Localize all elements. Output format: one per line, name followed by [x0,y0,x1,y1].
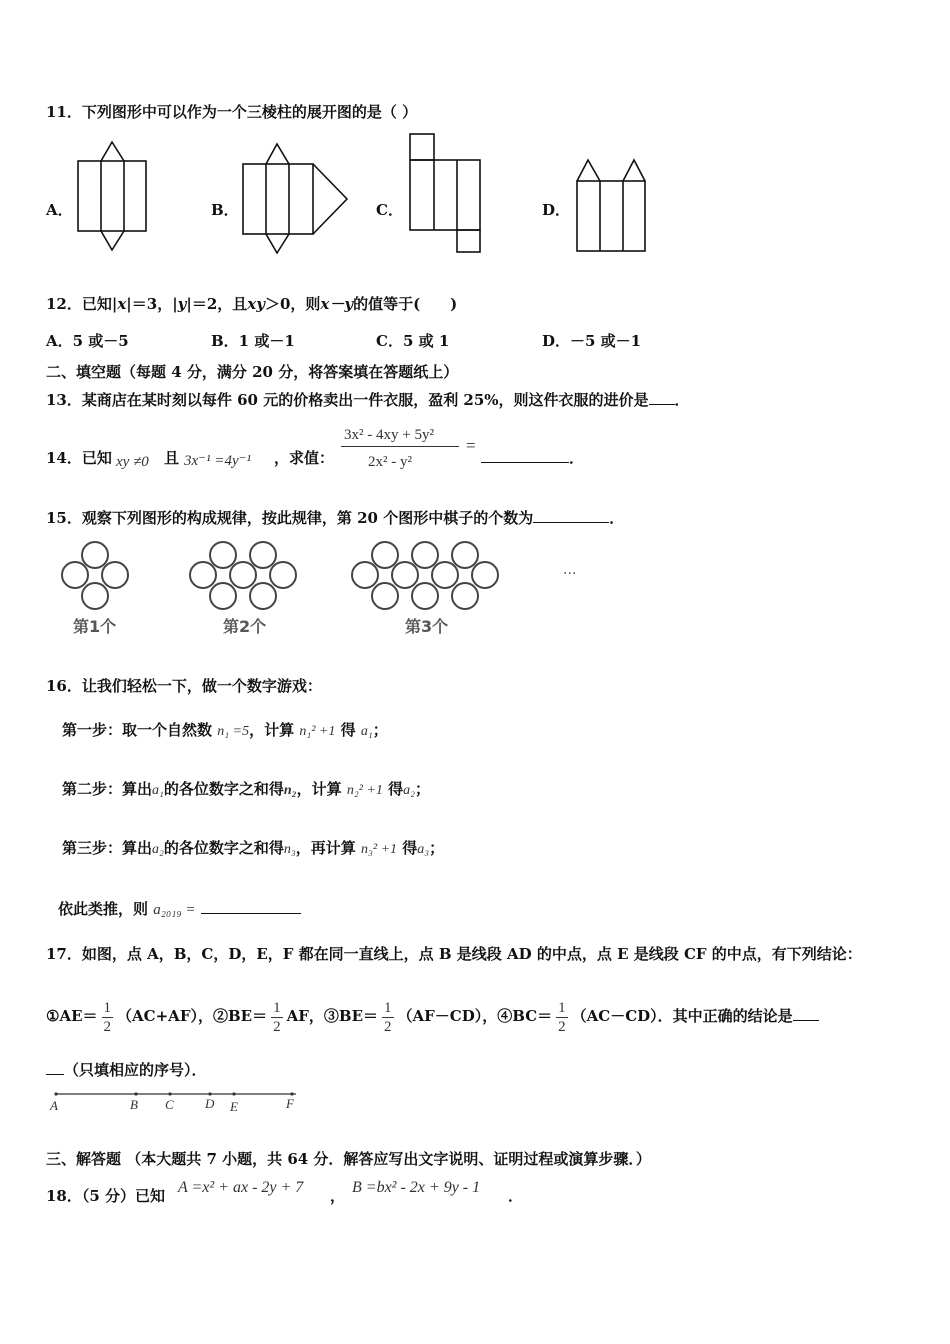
q16-step2-n2: n₂ [283,783,297,798]
q17-c1-post: （AC+AF）， [117,1007,213,1025]
q17-c3-pre: ③BE＝ [323,1007,379,1025]
q17-answer-blank-1 [793,1004,819,1021]
q16-step3-text-5: ； [429,839,445,857]
q17-c2-num: 1 [273,999,281,1016]
q15-tail: ． [609,509,625,527]
q16-step3-a3: a₃ [417,842,430,857]
q16-step2-expr: n₂² +1 [346,783,383,798]
q16-step1-text-2: ，计算 [249,721,295,739]
q12-option-d: D．－5 或－1 [542,332,642,350]
q17-point-e: E [230,1099,238,1114]
q17-c1-den: 2 [103,1018,112,1035]
q17-point-b: B [130,1097,138,1112]
q12-text-2: |＝3，| [126,295,178,313]
q17-point-c: C [165,1097,174,1112]
q17-c1-pre: ①AE＝ [46,1007,98,1025]
q17-answer-blank-2 [46,1058,64,1075]
q17-c4-half [556,999,568,1036]
q18-pre: 18．（5 分）已知 [46,1187,166,1205]
q16-step2-text-4: 得 [388,780,404,798]
q17-c4-post: （AC－CD）．其中正确的结论是 [571,1007,793,1025]
prism-net-figure-d [575,157,650,255]
prism-net-figure-a [76,140,151,255]
q17-stem: 17．如图，点 A，B，C，D，E，F 都在同一直线上，点 B 是线段 AD 的中点，点 E 是线段 CF 的中点，有下列结论： [46,945,862,963]
q18-comma: ， [330,1187,346,1205]
q11-option-b: B． [211,201,239,219]
q16-step2-a1: a₁ [152,783,164,798]
q16-step3-text-1: 第三步：算出 [62,839,153,857]
q14-and: 且 [164,449,180,467]
q11-option-c: C． [376,201,403,219]
q16-step1-text-3: 得 [340,721,356,739]
q11-option-a: A． [46,201,73,219]
q16-step3-text-4: 得 [402,839,418,857]
q15-caption-1: 第1个 [73,617,117,636]
q12-option-a: A．5 或－5 [46,332,129,350]
q18-tail: ． [508,1187,524,1205]
q12-option-b: B．1 或－1 [211,332,295,350]
q16-step1-expr: n₁² +1 [299,724,336,739]
q17-c2-den: 2 [273,1018,281,1035]
q14-fraction-bar [341,446,459,447]
q14-denominator: 2x² - y² [368,454,412,470]
q16-step2-text-3: ，计算 [296,780,342,798]
q17-line3 [46,1058,207,1080]
q16-step1-n1: n₁ =5 [217,724,250,739]
q12-var-y: y [177,295,187,313]
q16-step2-text-2: 的各位数字之和得 [163,780,284,798]
q14-pre: 14．已知 [46,449,112,467]
q16-step1-a1: a₁ [360,724,373,739]
q12-text-5: 的值等于( ) [353,295,458,313]
q16-final-expr: a₂₀₁₉ = [153,902,196,918]
q16-step3-n3: n₃ [283,842,296,857]
q16-step2-text-1: 第二步：算出 [62,780,153,798]
q17-c3-den: 2 [384,1018,392,1035]
section-2-heading: 二、填空题（每题 4 分，满分 20 分，将答案填在答题纸上） [46,363,459,381]
q16-step3-a2: a₂ [152,842,164,857]
q11-option-d: D． [542,201,571,219]
q16-step1-text-1: 第一步：取一个自然数 [62,721,213,739]
q17-c1-half [102,999,114,1036]
q17-line3-text: （只填相应的序号）． [64,1061,207,1079]
q18-expr-b: B =bx² - 2x + 9y - 1 [352,1179,481,1196]
q17-point-a: A [50,1098,58,1113]
q17-c3-half [382,999,394,1036]
section-3-heading: 三、解答题 （本大题共 7 小题，共 64 分．解答应写出文字说明、证明过程或演算步骤．） [46,1150,651,1168]
q17-c3-post: （AF－CD）， [397,1007,498,1025]
q17-c2-half [271,999,283,1036]
q17-c4-num: 1 [558,999,566,1016]
q15-caption-3: 第3个 [405,617,449,636]
q16-stem: 16．让我们轻松一下，做一个数字游戏： [46,677,322,695]
q12-text-1: 12．已知| [46,295,118,313]
q16-step3-text-2: 的各位数字之和得 [163,839,284,857]
q17-conclusions [46,997,819,1036]
q15-answer-blank [533,506,609,523]
q13-text: 13．某商店在某时刻以每件 60 元的价格卖出一件衣服，盈利 25%，则这件衣服的进价是 [46,391,649,409]
q17-number-line [46,1088,306,1118]
q14-equals: = [466,436,476,455]
q12-var-x-minus-y: x－y [320,295,354,313]
q16-final [58,897,301,920]
q13-tail: ． [674,391,690,409]
q15-caption-2: 第2个 [223,617,267,636]
prism-net-figure-c [408,132,483,255]
q14-ask: ，求值： [274,449,335,467]
q16-answer-blank [201,897,301,914]
q11-stem: 11．下列图形中可以作为一个三棱柱的展开图的是（ ） [46,103,418,121]
q16-final-text: 依此类推，则 [58,900,149,918]
q14-condition-1: xy ≠0 [116,454,149,470]
q17-c3-num: 1 [384,999,392,1016]
q16-step3-expr: n₃² +1 [361,842,398,857]
q12-text-4: ＞0，则 [264,295,321,313]
q12-text-3: |＝2，且 [186,295,248,313]
q15-stem [46,506,624,528]
q16-step2-text-5: ； [414,780,430,798]
prism-net-figure-b [241,140,351,255]
q12-stem [46,294,457,314]
q16-step-3 [62,838,444,860]
q17-c4-pre: ④BC＝ [497,1007,553,1025]
q17-c2-pre: ②BE＝ [212,1007,268,1025]
q14-answer-blank [481,446,569,463]
q17-c2-post: AF， [286,1007,324,1025]
q16-step-1 [62,720,388,742]
q17-c4-den: 2 [558,1018,566,1035]
q13-stem [46,388,690,410]
q16-step2-a2: a₂ [403,783,415,798]
q12-var-xy: xy [247,295,265,313]
q17-point-d: D [205,1096,215,1111]
q13-answer-blank [649,388,675,405]
q15-pattern-figures [55,540,595,640]
q14-condition-2: 3x⁻¹ =4y⁻¹ [184,453,252,469]
q12-var-x: x [117,295,127,313]
q18-expr-a: A =x² + ax - 2y + 7 [178,1179,304,1196]
q14-numerator: 3x² - 4xy + 5y² [344,427,434,443]
q14-tail: ． [569,449,585,467]
q16-step-2 [62,779,430,801]
q12-option-c: C．5 或 1 [376,332,450,350]
q16-step1-text-4: ； [372,721,388,739]
q15-text: 15．观察下列图形的构成规律，按此规律，第 20 个图形中棋子的个数为 [46,509,534,527]
q15-ellipsis: ··· [563,566,577,582]
q17-point-f: F [286,1096,294,1111]
q16-step3-text-3: ，再计算 [295,839,356,857]
q17-c1-num: 1 [103,999,112,1016]
